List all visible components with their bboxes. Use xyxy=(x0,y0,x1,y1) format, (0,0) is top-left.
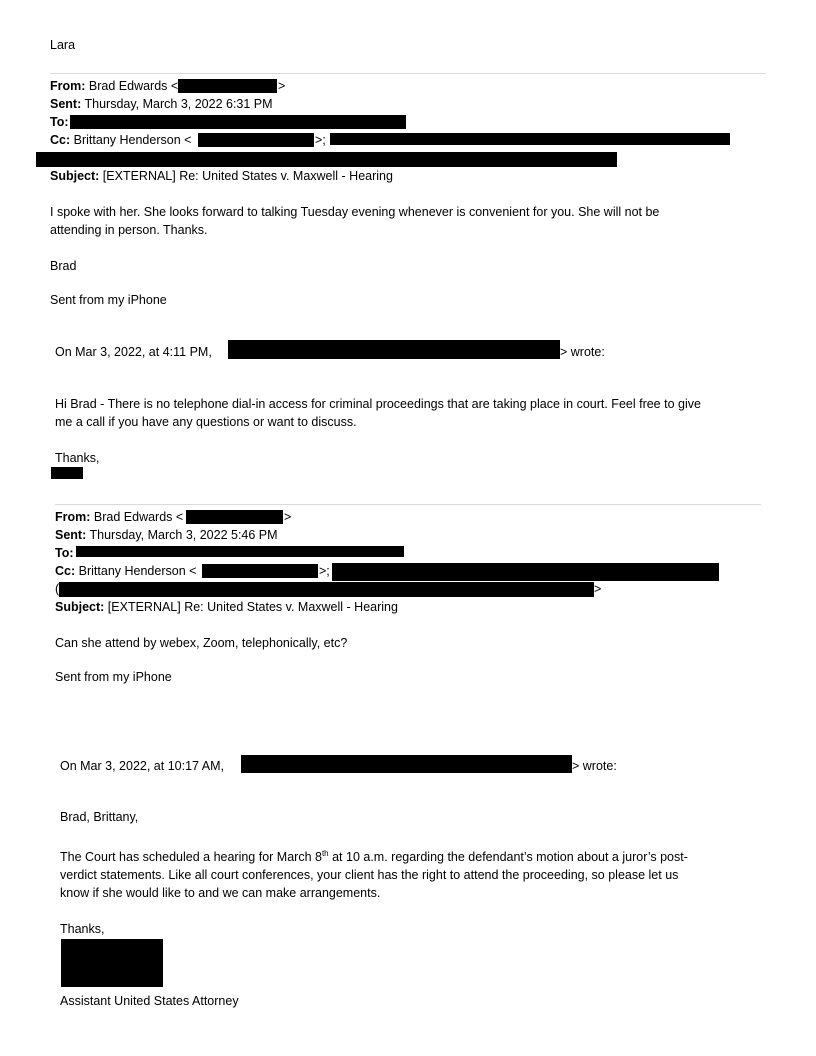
to-line xyxy=(50,114,69,130)
cc-label: Cc: xyxy=(50,133,71,147)
body-line: I spoke with her. She looks forward to talking Tuesday evening whenever is convenient for you. She will not be xyxy=(50,205,660,219)
cc-value: Brittany Henderson < xyxy=(78,564,197,578)
body-line: attending in person. Thanks. xyxy=(50,223,208,237)
redaction-box xyxy=(186,510,283,524)
sent-line xyxy=(50,96,273,112)
cc-separator: >; xyxy=(319,564,330,578)
redaction-box xyxy=(178,79,277,93)
sent-line xyxy=(55,527,278,543)
redaction-box xyxy=(332,563,719,581)
sent-from-line: Sent from my iPhone xyxy=(55,670,172,684)
ordinal-suffix: th xyxy=(321,848,329,858)
sent-value: Thursday, March 3, 2022 6:31 PM xyxy=(84,97,273,111)
subject-value: [EXTERNAL] Re: United States v. Maxwell - Hearing xyxy=(102,169,393,183)
subject-line xyxy=(55,599,398,615)
cc-label: Cc: xyxy=(55,564,76,578)
body-line xyxy=(60,849,688,865)
redaction-box xyxy=(241,755,572,773)
redaction-box xyxy=(198,133,314,147)
from-name: Brad Edwards < xyxy=(88,79,179,93)
body-line: verdict statements. Like all court conferences, your client has the right to attend the proceeding, so please let us xyxy=(60,868,679,882)
signature-name: Brad xyxy=(50,259,77,273)
signoff-name: Lara xyxy=(50,38,76,52)
subject-line xyxy=(50,168,393,184)
redaction-box xyxy=(76,546,404,557)
redaction-box xyxy=(70,115,406,129)
body-line: know if she would like to and we can make arrangements. xyxy=(60,886,381,900)
redaction-box xyxy=(202,564,318,578)
quote-wrote: > wrote: xyxy=(560,345,605,359)
subject-value: [EXTERNAL] Re: United States v. Maxwell - Hearing xyxy=(107,600,398,614)
subject-label: Subject: xyxy=(50,169,100,183)
subject-label: Subject: xyxy=(55,600,105,614)
thanks-line: Thanks, xyxy=(55,451,100,465)
sent-label: Sent: xyxy=(50,97,82,111)
sent-from-line: Sent from my iPhone xyxy=(50,293,167,307)
divider xyxy=(55,504,761,505)
cc-separator: >; xyxy=(315,133,326,147)
body-text: at 10 a.m. regarding the defendant’s motion about a juror’s post- xyxy=(328,850,688,864)
divider xyxy=(50,73,766,74)
from-line xyxy=(55,509,183,525)
redaction-box xyxy=(61,939,163,987)
from-close: > xyxy=(278,79,286,93)
to-label: To: xyxy=(50,115,69,129)
redaction-box xyxy=(36,152,617,167)
cc-continuation-close: > xyxy=(594,582,602,596)
body-text: The Court has scheduled a hearing for March 8 xyxy=(60,850,322,864)
quote-header: On Mar 3, 2022, at 4:11 PM, xyxy=(55,345,212,359)
sent-label: Sent: xyxy=(55,528,87,542)
cc-continuation-open: ( xyxy=(55,582,60,596)
signature-title: Assistant United States Attorney xyxy=(60,994,239,1008)
redaction-box xyxy=(51,467,83,479)
redaction-box xyxy=(59,582,594,597)
redaction-box xyxy=(228,340,560,359)
body-line: Can she attend by webex, Zoom, telephonically, etc? xyxy=(55,636,348,650)
to-label: To: xyxy=(55,546,74,560)
thanks-line: Thanks, xyxy=(60,922,105,936)
from-line xyxy=(50,78,178,94)
greeting-line: Brad, Brittany, xyxy=(60,810,139,824)
body-line: Hi Brad - There is no telephone dial-in access for criminal proceedings that are taking place in court. Feel free to give xyxy=(55,397,701,411)
cc-line xyxy=(55,563,196,579)
from-label: From: xyxy=(55,510,91,524)
body-line: me a call if you have any questions or want to discuss. xyxy=(55,415,357,429)
sent-value: Thursday, March 3, 2022 5:46 PM xyxy=(89,528,278,542)
quote-wrote: > wrote: xyxy=(572,759,617,773)
quote-header: On Mar 3, 2022, at 10:17 AM, xyxy=(60,759,224,773)
cc-line xyxy=(50,132,191,148)
cc-value: Brittany Henderson < xyxy=(73,133,192,147)
redaction-box xyxy=(330,133,730,145)
from-name: Brad Edwards < xyxy=(93,510,184,524)
from-label: From: xyxy=(50,79,86,93)
to-line xyxy=(55,545,74,561)
from-close: > xyxy=(284,510,292,524)
